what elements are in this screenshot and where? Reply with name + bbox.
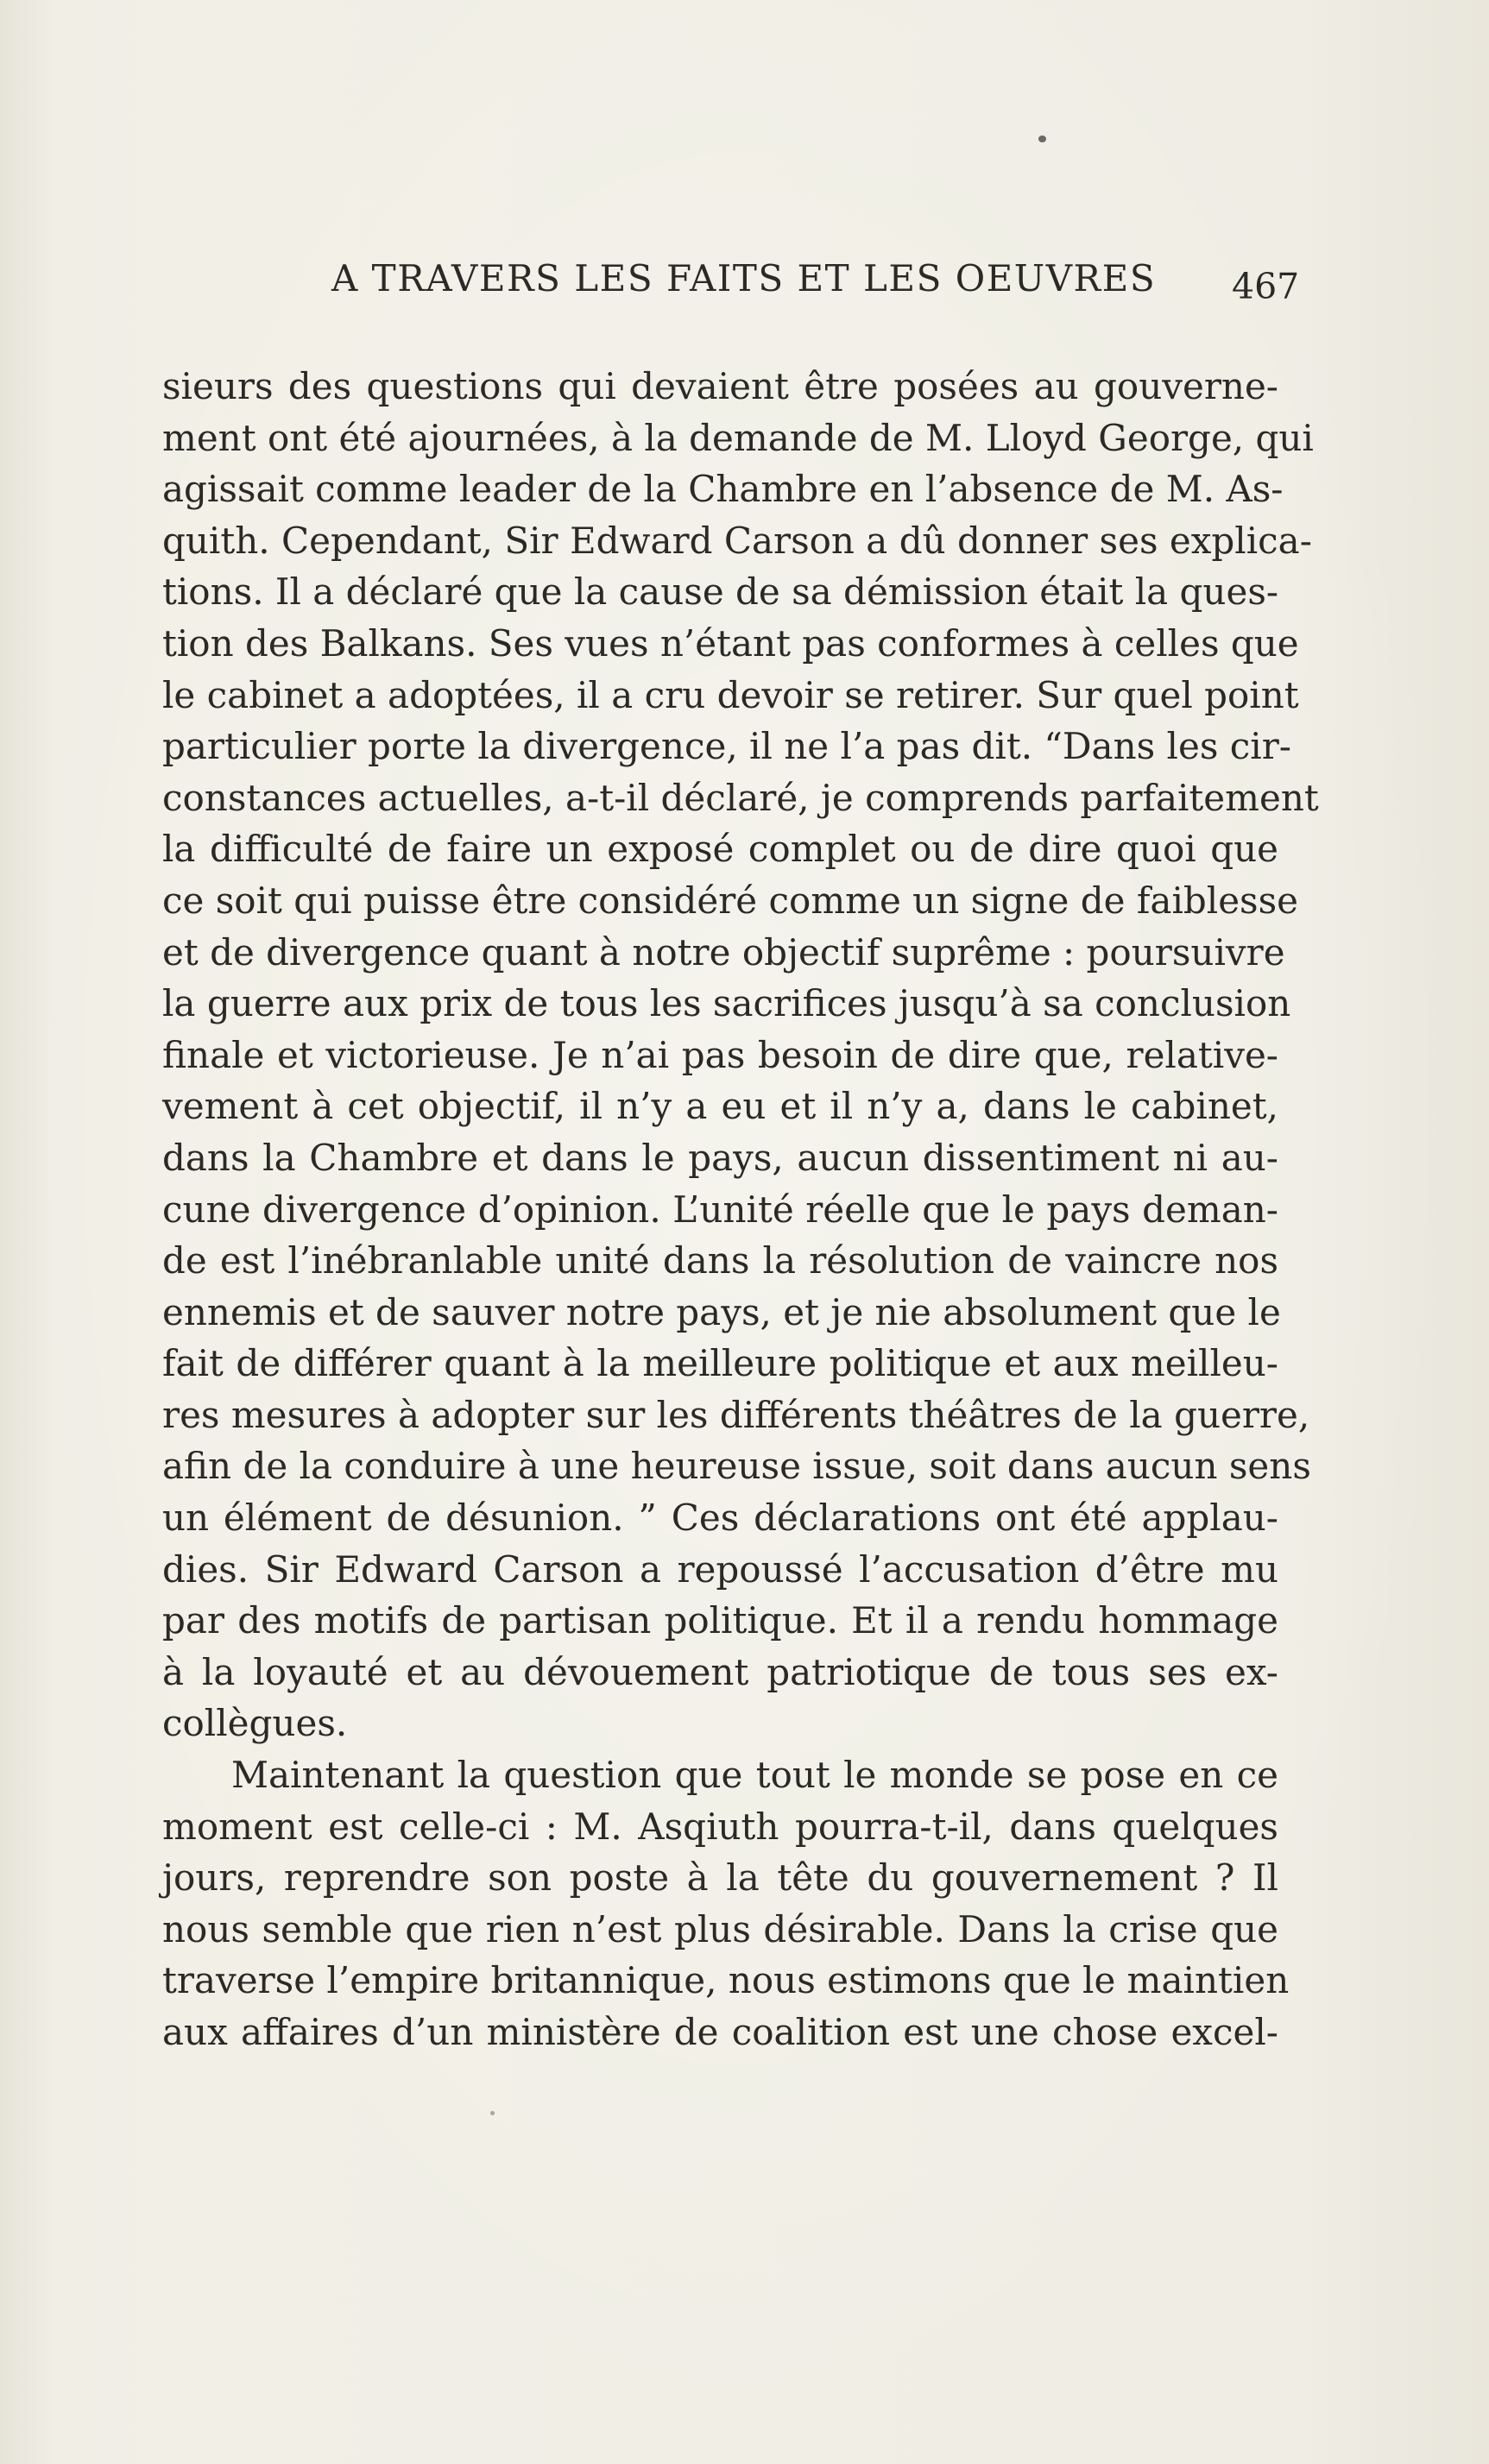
text-line: res mesures à adopter sur les différents théâtres de la guerre,: [162, 1393, 1310, 1436]
text-line: cune divergence d’opinion. L’unité réelle que le pays deman-: [162, 1188, 1278, 1231]
text-line: la guerre aux prix de tous les sacrifices jusqu’à sa conclusion: [162, 982, 1291, 1025]
ink-speck: [490, 2111, 495, 2115]
text-line: constances actuelles, a-t-il déclaré, je comprends parfaitement: [162, 776, 1319, 819]
text-line: finale et victorieuse. Je n’ai pas besoin de dire que, relative-: [162, 1033, 1278, 1076]
text-line: dies. Sir Edward Carson a repoussé l’accusation d’être mu: [162, 1547, 1278, 1591]
text-line: un élément de désunion. ” Ces déclarations ont été applau-: [162, 1497, 1278, 1540]
text-line: ennemis et de sauver notre pays, et je nie absolument que le: [162, 1290, 1281, 1333]
text-line: sieurs des questions qui devaient être posées au gouverne-: [162, 365, 1278, 407]
text-line: la difficulté de faire un exposé complet ou de dire quoi que: [162, 828, 1278, 871]
text-line: le cabinet a adoptées, il a cru devoir se retirer. Sur quel point: [162, 673, 1299, 716]
text-line: agissait comme leader de la Chambre en l’absence de M. As-: [162, 468, 1284, 511]
text-line: vement à cet objectif, il n’y a eu et il n’y a, dans le cabinet,: [162, 1085, 1278, 1128]
text-line: collègues.: [162, 1702, 348, 1745]
text-line: Maintenant la question que tout le monde se pose en ce: [231, 1754, 1278, 1797]
text-line: fait de différer quant à la meilleure politique et aux meilleu-: [162, 1342, 1278, 1385]
paragraph-1: [162, 361, 1319, 1749]
text-line: dans la Chambre et dans le pays, aucun dissentiment ni au-: [162, 1136, 1278, 1179]
running-title: A TRAVERS LES FAITS ET LES OEUVRES: [331, 257, 1157, 299]
text-line: par des motifs de partisan politique. Et il a rendu hommage: [162, 1599, 1278, 1642]
text-line: moment est celle-ci : M. Asqiuth pourra-t-il, dans quelques: [162, 1805, 1278, 1848]
text-line: ce soit qui puisse être considéré comme un signe de faiblesse: [162, 879, 1299, 922]
body-text: [162, 361, 1319, 2058]
text-line: jours, reprendre son poste à la tête du gouvernement ? Il: [162, 1856, 1278, 1900]
text-line: particulier porte la divergence, il ne l’a pas dit. “Dans les cir-: [162, 725, 1291, 768]
text-line: à la loyauté et au dévouement patriotique de tous ses ex-: [162, 1650, 1278, 1693]
text-line: nous semble que rien n’est plus désirable. Dans la crise que: [162, 1907, 1278, 1950]
paragraph-2: [162, 1749, 1290, 2058]
text-line: tion des Balkans. Ses vues n’étant pas conformes à celles que: [162, 621, 1299, 665]
text-line: quith. Cependant, Sir Edward Carson a dû donner ses explica-: [162, 519, 1312, 562]
text-line: de est l’inébranlable unité dans la résolution de vaincre nos: [162, 1239, 1278, 1282]
text-line: aux affaires d’un ministère de coalition est une chose excel-: [162, 2011, 1278, 2053]
text-line: afin de la conduire à une heureuse issue, soit dans aucun sens: [162, 1445, 1311, 1488]
ink-speck: [1038, 135, 1046, 142]
text-line: ment ont été ajournées, à la demande de M. Lloyd George, qui: [162, 416, 1314, 459]
text-line: et de divergence quant à notre objectif suprême : poursuivre: [162, 930, 1285, 974]
page-number: 467: [1232, 266, 1300, 307]
text-line: traverse l’empire britannique, nous estimons que le maintien: [162, 1959, 1290, 2002]
text-line: tions. Il a déclaré que la cause de sa démission était la ques-: [162, 570, 1279, 614]
